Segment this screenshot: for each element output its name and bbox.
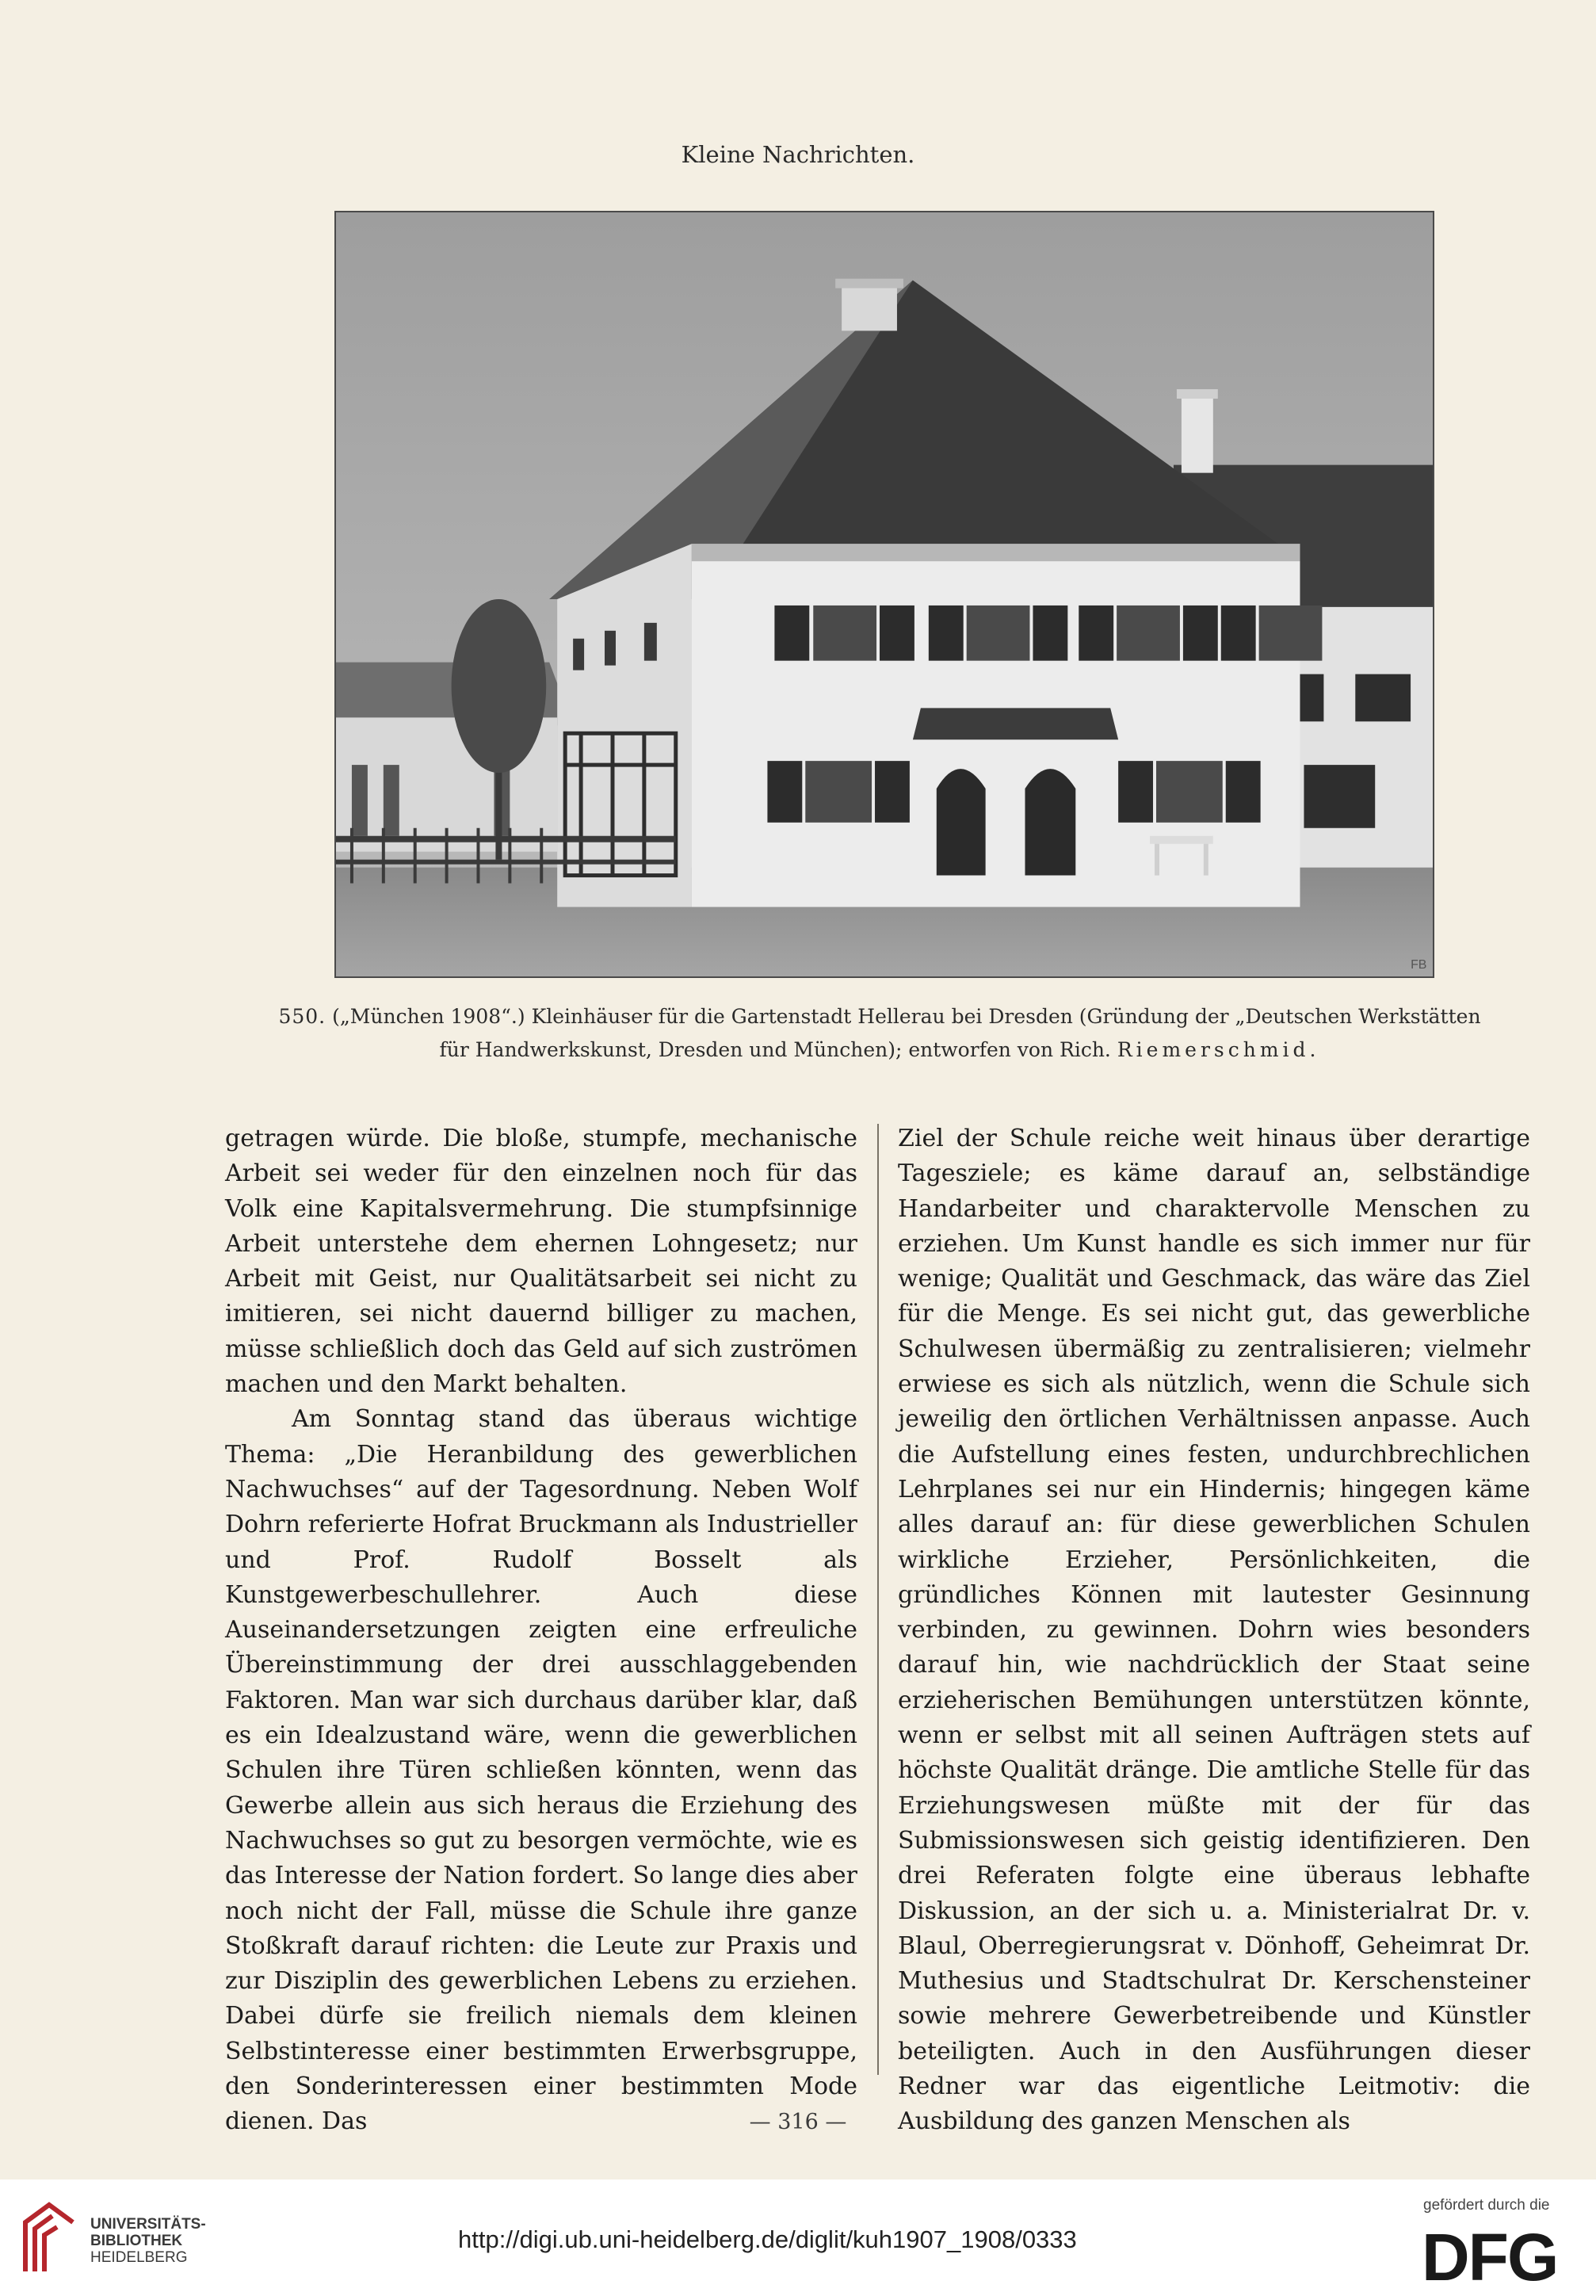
left-paragraph-1: getragen würde. Die bloße, stumpfe, mechanische Arbeit sei weder für den einzelnen noch für das Volk eine Kapitalsvermehrung. Die stumpfsinnige Arbeit unterstehe dem ehernen Lohngesetz; nur Arbeit mit Geist, nur Qualitätsarbeit sei nicht zu imitieren, sei nicht dauernd billiger zu machen, müsse schließlich doch das Geld auf sich zuströmen machen und den Markt behalten. (225, 1125, 857, 1399)
dfg-logo: DFG (1422, 2220, 1558, 2294)
digitization-footer (0, 2179, 1596, 2296)
column-divider (877, 1124, 879, 2075)
running-head: Kleine Nachrichten. (681, 141, 915, 168)
text-column-left (225, 1121, 857, 2140)
left-paragraph-2: Am Sonntag stand das überaus wichtige Thema: „Die Heranbildung des gewerblichen Nachwuchses“ auf der Tagesordnung. Neben Wolf Dohrn referierte Hofrat Bruckmann als Industrieller und Prof. Rudolf Bosselt als Kunstgewerbeschullehrer. Auch diese Auseinandersetzungen zeigten eine erfreuliche Übereinstimmung der drei ausschlaggebenden Faktoren. Man war sich durchaus darüber klar, daß es ein Idealzustand wäre, wenn die gewerblichen Schulen ihre Türen schließen könnten, wenn das Gewerbe allein aus sich heraus die Erziehung des Nachwuchses so gut zu besorgen vermöchte, wie es das Interesse der Nation fordert. So lange dies aber noch nicht der Fall, müsse die Schule ihre ganze Stoßkraft darauf richten: die Leute zur Praxis und zur Disziplin des gewerblichen Lebens zu erziehen. Dabei dürfe sie freilich niemals dem kleinen Selbstinteresse einer bestimmten Erwerbsgruppe, den Sonderinteressen einer bestimmten Mode dienen. Das (225, 1405, 857, 2136)
photo-monogram: FB (1411, 958, 1427, 972)
figure-caption (238, 1000, 1522, 1067)
library-name-line-2: BIBLIOTHEK (90, 2233, 183, 2249)
library-name-line-1: UNIVERSITÄTS- (90, 2216, 206, 2233)
caption-line-1: („München 1908“.) Kleinhäuser für die Gartenstadt Hellerau bei Dresden (Gründung der „Deutschen Werkstätten (332, 1005, 1481, 1028)
house-photograph (334, 211, 1434, 978)
library-name-line-3: HEIDELBERG (90, 2249, 188, 2266)
caption-line-2: für Handwerkskunst, Dresden und München); entworfen von Rich. (439, 1038, 1111, 1061)
funding-note: gefördert durch die (1423, 2197, 1550, 2214)
page-number: — 316 — (749, 2110, 847, 2134)
library-name (90, 2216, 206, 2266)
caption-architect: Riemerschmid. (1117, 1038, 1320, 1061)
text-column-right (898, 1121, 1530, 2140)
right-paragraph-1: Ziel der Schule reiche weit hinaus über derartige Tagesziele; es käme darauf an, selbständige Handarbeiter und charaktervolle Menschen zu erziehen. Um Kunst handle es sich immer nur für wenige; Qualität und Geschmack, das wäre das Ziel für die Menge. Es sei nicht gut, das gewerbliche Schulwesen übermäßig zu zentralisieren; vielmehr erwiese es sich als nützlich, wenn die Schule sich jeweilig den örtlichen Verhältnissen anpasse. Auch die Aufstellung eines festen, undurchbrechlichen Lehrplanes sei nur ein Hindernis; hingegen käme alles darauf an: für diese gewerblichen Schulen wirkliche Erzieher, Persönlichkeiten, die gründliches Können mit lautester Gesinnung verbinden, zu gewinnen. Dohrn wies besonders darauf hin, wie nachdrücklich der Staat seine erzieherischen Bemühungen unterstützen könnte, wenn er selbst mit all seinen Aufträgen stets auf höchste Qualität dränge. Die amtliche Stelle für das Erziehungswesen müßte mit der für das Submissionswesen sich geistig identifizieren. Den drei Referaten folgte eine überaus lebhafte Diskussion, an der sich u. a. Ministerialrat Dr. v. Blaul, Oberregierungsrat v. Dönhoff, Geheimrat Dr. Muthesius und Stadtschulrat Dr. Kerschensteiner sowie mehrere Gewerbetreibende und Künstler beteiligten. Auch in den Ausführungen dieser Redner war das eigentliche Leitmotiv: die Ausbildung des ganzen Menschen als (898, 1125, 1530, 2136)
caption-number: 550. (278, 1005, 326, 1028)
source-url-link[interactable]: http://digi.ub.uni-heidelberg.de/diglit/kuh1907_1908/0333 (458, 2225, 1077, 2253)
house-photo-illustration (336, 212, 1433, 976)
library-logo-icon (17, 2199, 78, 2278)
